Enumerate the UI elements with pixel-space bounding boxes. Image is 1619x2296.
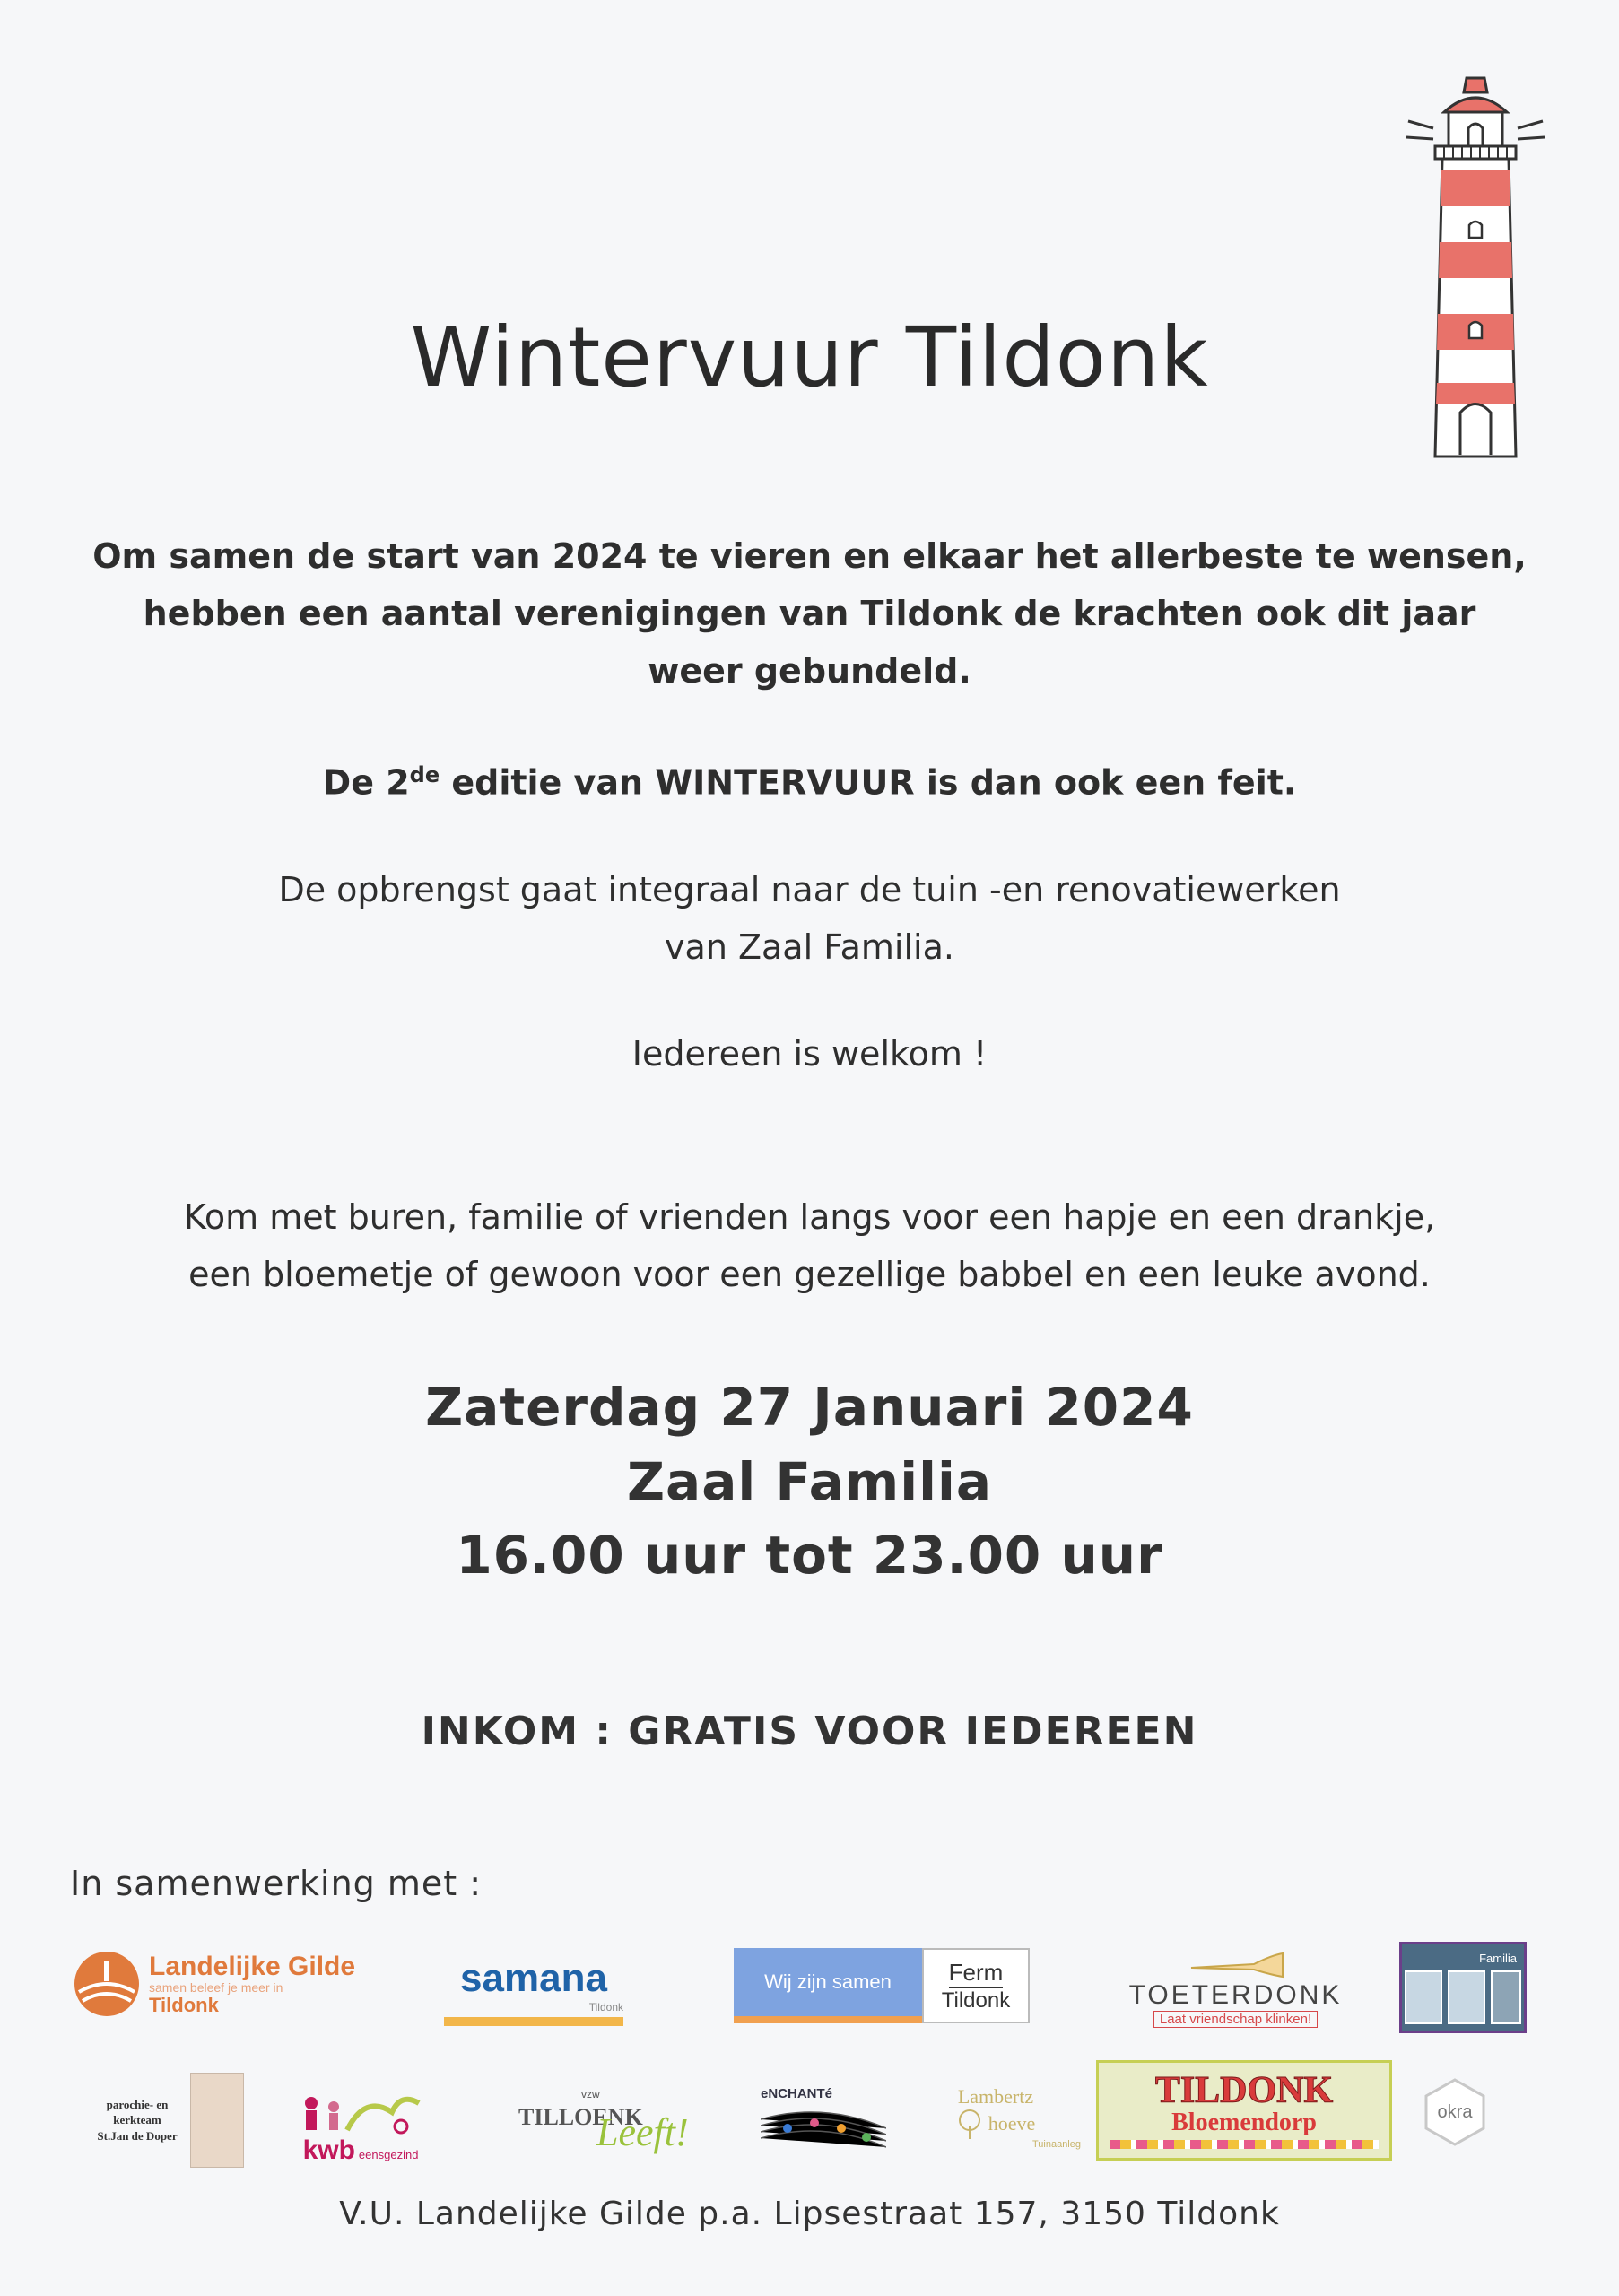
kwb-people-icon	[293, 2085, 428, 2135]
flower-border	[1110, 2140, 1379, 2149]
ferm-place: Tildonk	[941, 1987, 1011, 2013]
tilloenk-name: TILLOENK	[518, 2104, 643, 2130]
kwb-logo	[289, 2081, 432, 2170]
bloemendorp-line1: TILDONK	[1154, 2069, 1334, 2111]
enchante-name: eNCHANTé	[761, 2085, 833, 2101]
proceeds-paragraph	[0, 861, 1619, 976]
welcome-line: Iedereen is welkom !	[631, 1034, 988, 1074]
ferm-name: Ferm	[949, 1959, 1004, 1988]
tilloenk-script: Leeft!	[596, 2110, 689, 2154]
gilde-emblem-icon	[72, 1949, 142, 2019]
page-title: Wintervuur Tildonk	[410, 309, 1209, 405]
ferm-slogan: Wij zijn samen	[734, 1948, 922, 2023]
tree-icon	[956, 2109, 983, 2139]
intro-line: weer gebundeld.	[648, 651, 971, 691]
edition-sup: de	[409, 762, 440, 787]
invite-line: een bloemetje of gewoon voor een gezellige babbel en een leuke avond.	[188, 1255, 1431, 1294]
toeterdonk-name: TOETERDONK	[1128, 1980, 1343, 2010]
edition-line	[0, 746, 1619, 812]
toeterdonk-tagline: Laat vriendschap klinken!	[1153, 2011, 1318, 2028]
edition-pre: De 2	[322, 762, 410, 803]
lambertz-line: Lambertz	[957, 2085, 1034, 2108]
invite-paragraph	[0, 1188, 1619, 1303]
gilde-place: Tildonk	[149, 1993, 219, 2016]
bloemendorp-line2: Bloemendorp	[1171, 2108, 1317, 2136]
tilloenk-small: vzw	[581, 2088, 600, 2100]
bloemendorp-logo	[1096, 2060, 1392, 2161]
familia-logo	[1399, 1942, 1527, 2033]
okra-logo	[1419, 2076, 1491, 2148]
publisher-footer: V.U. Landelijke Gilde p.a. Lipsestraat 157, 3150 Tildonk	[339, 2196, 1280, 2232]
lambertz-logo	[910, 2072, 1081, 2163]
tilloenk-logo	[507, 2067, 704, 2166]
okra-name: okra	[1437, 2101, 1473, 2122]
kwb-name: kwb	[302, 2135, 355, 2165]
familia-name: Familia	[1479, 1951, 1517, 1965]
enchante-logo	[761, 2076, 886, 2164]
intro-line: Om samen de start van 2024 te vieren en elkaar het allerbeste te wensen,	[92, 536, 1527, 576]
intro-line: hebben een aantal verenigingen van Tildonk de krachten ook dit jaar	[143, 594, 1476, 633]
lambertz-line: Tuinaanleg	[1031, 2139, 1081, 2150]
event-time: 16.00 uur tot 23.00 uur	[456, 1525, 1163, 1586]
ferm-logo	[734, 1948, 1030, 2023]
collaboration-label: In samenwerking met :	[70, 1864, 483, 1903]
event-venue: Zaal Familia	[627, 1451, 992, 1512]
samana-logo	[444, 1946, 623, 2036]
parochie-line: kerkteam	[113, 2113, 161, 2127]
parochie-line: St.Jan de Doper	[97, 2128, 178, 2143]
samana-bar	[444, 2017, 623, 2026]
edition-post: editie van WINTERVUUR is dan ook een feit.	[440, 762, 1297, 803]
intro-paragraph	[0, 527, 1619, 700]
toeterdonk-logo	[1126, 1942, 1345, 2036]
kwb-tagline: eensgezind	[358, 2148, 419, 2161]
invite-line: Kom met buren, familie of vrienden langs voor een hapje en een drankje,	[183, 1197, 1436, 1237]
music-notes-icon	[761, 2101, 886, 2155]
gilde-tagline: samen beleef je meer in	[149, 1979, 283, 1995]
gilde-name: Landelijke Gilde	[149, 1952, 356, 1982]
samana-place: Tildonk	[588, 2001, 623, 2013]
event-date: Zaterdag 27 Januari 2024	[425, 1377, 1194, 1438]
entry-info: INKOM : GRATIS VOOR IEDEREEN	[421, 1709, 1198, 1754]
samana-name: samana	[460, 1956, 607, 2000]
parochie-logo	[72, 2079, 269, 2161]
lambertz-line: hoeve	[988, 2112, 1036, 2135]
proceeds-line: van Zaal Familia.	[665, 927, 954, 967]
proceeds-line: De opbrengst gaat integraal naar de tuin -en renovatiewerken	[278, 870, 1341, 909]
parochie-image	[190, 2073, 244, 2168]
landelijke-gilde-logo	[72, 1939, 368, 2029]
parochie-line: parochie- en	[106, 2097, 169, 2111]
trumpet-icon	[1182, 1950, 1290, 1980]
